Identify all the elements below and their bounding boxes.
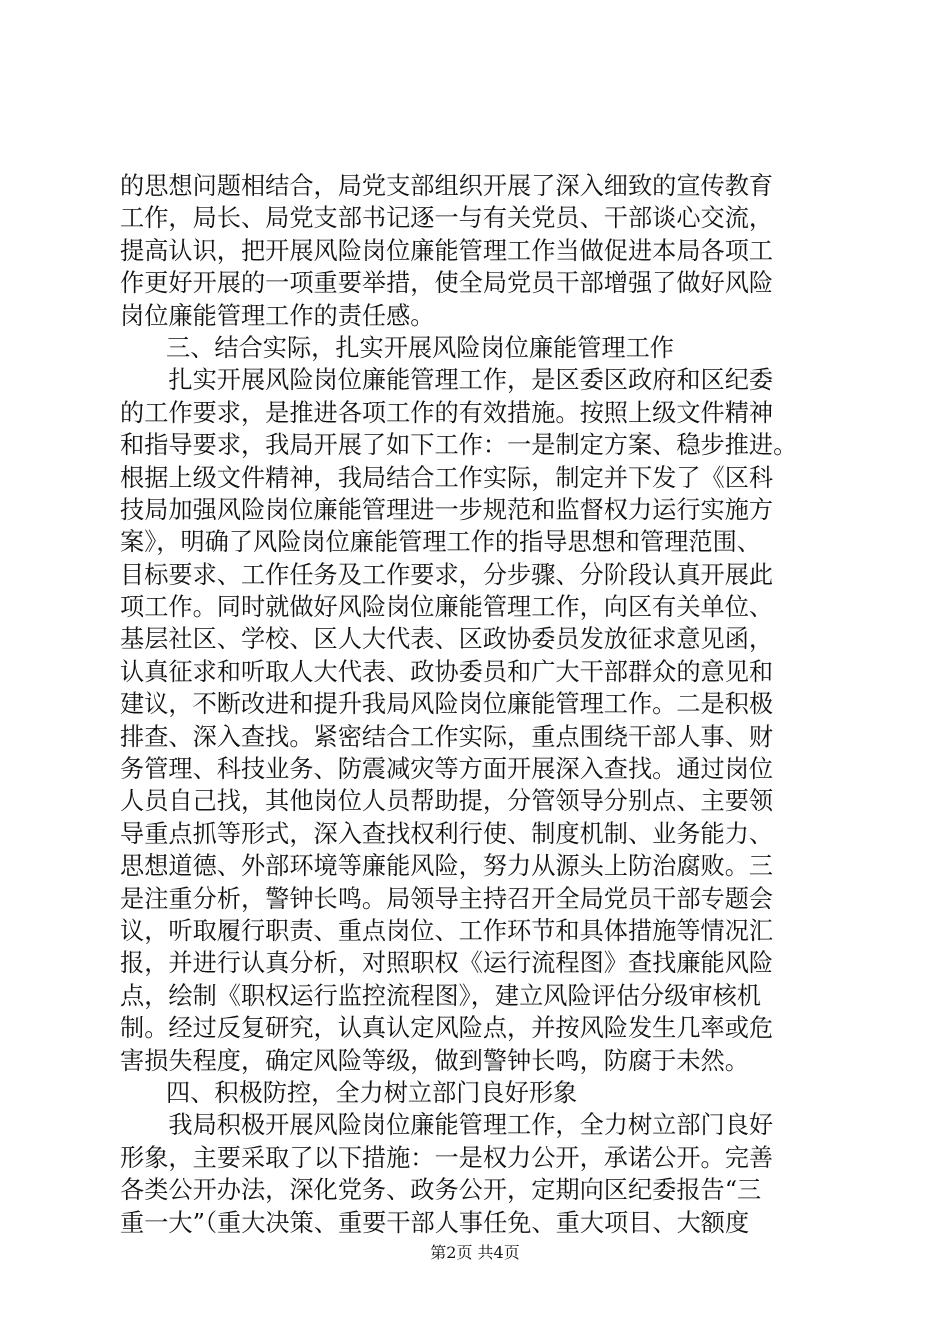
paragraph-line: 形象，主要采取了以下措施：一是权力公开，承诺公开。完善 [120, 1143, 774, 1172]
paragraph-line: 项工作。同时就做好风险岗位廉能管理工作，向区有关单位、 [120, 593, 774, 622]
paragraph-line: 和指导要求，我局开展了如下工作：一是制定方案、稳步推进。 [120, 431, 798, 460]
paragraph-line: 是注重分析，警钟长鸣。局领导主持召开全局党员干部专题会 [120, 884, 774, 913]
paragraph-line: 制。经过反复研究，认真认定风险点，并按风险发生几率或危 [120, 1014, 774, 1043]
paragraph-line: 的思想问题相结合，局党支部组织开展了深入细致的宣传教育 [120, 172, 774, 200]
section-heading: 三、结合实际，扎实开展风险岗位廉能管理工作 [166, 333, 674, 362]
paragraph-line: 各类公开办法，深化党务、政务公开，定期向区纪委报告“三 [120, 1176, 762, 1205]
paragraph-line: 重一大”（重大决策、重要干部人事任免、重大项目、大额度 [120, 1208, 750, 1237]
paragraph-line: 基层社区、学校、区人大代表、区政协委员发放征求意见函， [120, 625, 774, 654]
paragraph-line: 报，并进行认真分析，对照职权《运行流程图》查找廉能风险 [120, 949, 774, 978]
paragraph-line: 的工作要求，是推进各项工作的有效措施。按照上级文件精神 [120, 398, 774, 427]
paragraph-line: 人员自己找，其他岗位人员帮助提，分管领导分别点、主要领 [120, 787, 774, 816]
section-heading: 四、积极防控，全力树立部门良好形象 [166, 1078, 578, 1107]
page-footer: 第2页 共4页 [430, 1243, 520, 1262]
paragraph-line: 导重点抓等形式，深入查找权利行使、制度机制、业务能力、 [120, 819, 774, 848]
paragraph-line: 点，绘制《职权运行监控流程图》，建立风险评估分级审核机 [120, 981, 761, 1010]
paragraph-line: 建议，不断改进和提升我局风险岗位廉能管理工作。二是积极 [120, 690, 774, 719]
paragraph-line: 工作，局长、局党支部书记逐一与有关党员、干部谈心交流， [120, 204, 774, 233]
body-text [120, 170, 846, 1239]
paragraph-line: 害损失程度，确定风险等级，做到警钟长鸣，防腐于未然。 [120, 1046, 749, 1075]
paragraph-line: 作更好开展的一项重要举措，使全局党员干部增强了做好风险 [120, 269, 774, 298]
paragraph-line: 目标要求、工作任务及工作要求，分步骤、分阶段认真开展此 [120, 560, 774, 589]
paragraph-line: 议，听取履行职责、重点岗位、工作环节和具体措施等情况汇 [120, 916, 774, 945]
paragraph-line: 技局加强风险岗位廉能管理进一步规范和监督权力运行实施方 [120, 495, 774, 524]
paragraph-line: 岗位廉能管理工作的责任感。 [120, 301, 435, 330]
paragraph-line: 扎实开展风险岗位廉能管理工作，是区委区政府和区纪委 [120, 366, 774, 395]
paragraph-line: 排查、深入查找。紧密结合工作实际，重点围绕干部人事、财 [120, 722, 774, 751]
paragraph-line: 思想道德、外部环境等廉能风险，努力从源头上防治腐败。三 [120, 852, 774, 881]
paragraph-line: 务管理、科技业务、防震减灾等方面开展深入查找。通过岗位 [120, 755, 774, 784]
paragraph-line: 根据上级文件精神，我局结合工作实际，制定并下发了《区科 [120, 463, 774, 492]
paragraph-line: 提高认识，把开展风险岗位廉能管理工作当做促进本局各项工 [120, 236, 774, 265]
paragraph-line: 案》，明确了风险岗位廉能管理工作的指导思想和管理范围、 [120, 528, 761, 557]
paragraph-line: 认真征求和听取人大代表、政协委员和广大干部群众的意见和 [120, 657, 774, 686]
paragraph-line: 我局积极开展风险岗位廉能管理工作，全力树立部门良好 [120, 1111, 774, 1140]
